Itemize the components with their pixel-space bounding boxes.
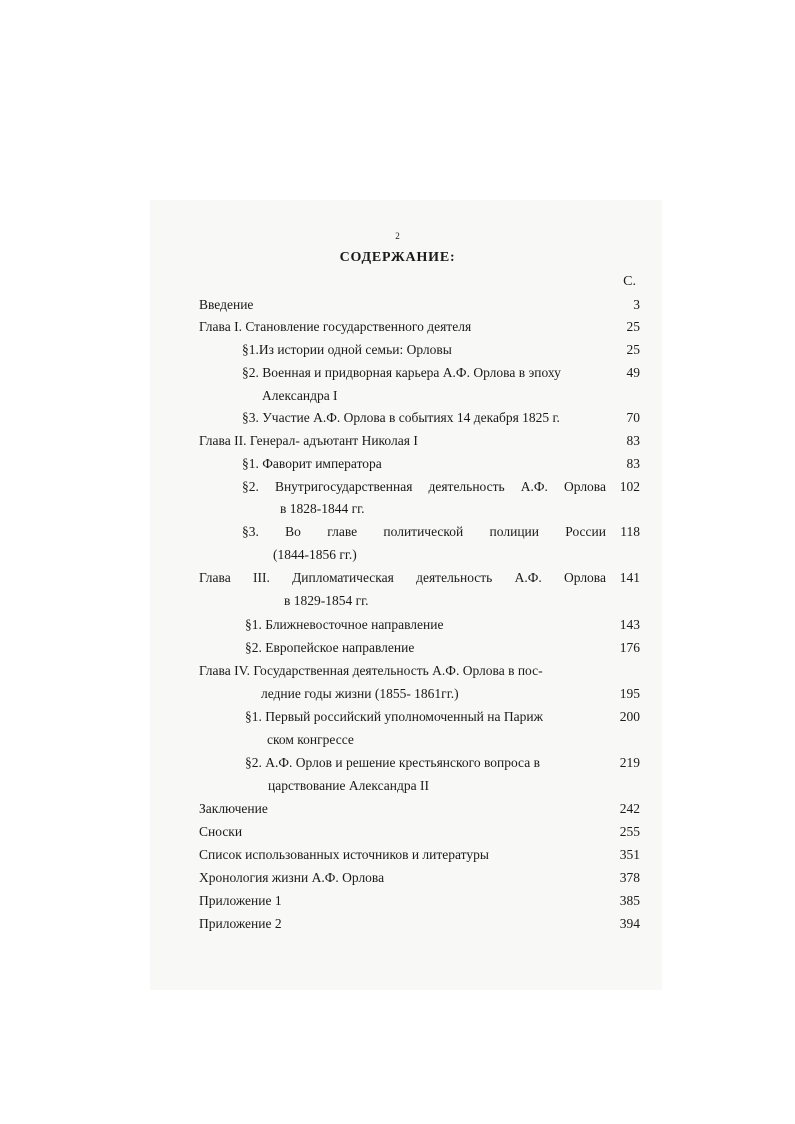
toc-page-2-3: 118 xyxy=(620,524,640,539)
toc-entry-conclusion: Заключение xyxy=(199,801,268,816)
toc-entry-2-3-cont: (1844-1856 гг.) xyxy=(273,547,357,562)
toc-entry-1-2-cont: Александра I xyxy=(262,388,338,403)
toc-page-footnotes: 255 xyxy=(619,824,640,839)
toc-entry-1-3: §3. Участие А.Ф. Орлова в событиях 14 декабря 1825 г. xyxy=(242,410,560,425)
toc-page-bibliography: 351 xyxy=(619,847,640,862)
toc-entry-footnotes: Сноски xyxy=(199,824,243,839)
toc-entry-2-2: §2. Внутригосударственная деятельность А.Ф. Орлова xyxy=(242,479,606,494)
toc-page-2-1: 83 xyxy=(626,456,640,471)
toc-page-appendix-2: 394 xyxy=(619,916,640,931)
page-column-label: С. xyxy=(623,274,636,289)
page-number: 2 xyxy=(395,231,400,241)
toc-entry-4-1-cont: ском конгрессе xyxy=(267,732,354,747)
toc-entry-chapter-4-cont: ледние годы жизни (1855- 1861гг.) xyxy=(261,686,459,701)
toc-entry-4-1: §1. Первый российский уполномоченный на Париж xyxy=(245,709,543,724)
toc-page-3-1: 143 xyxy=(619,617,640,632)
toc-entry-chapter-3: Глава III. Дипломатическая деятельность А.Ф. Орлова xyxy=(199,570,606,585)
toc-entry-chronology: Хронология жизни А.Ф. Орлова xyxy=(199,870,385,885)
toc-page-1-3: 70 xyxy=(626,410,640,425)
toc-entry-3-1: §1. Ближневосточное направление xyxy=(245,617,444,632)
toc-page-introduction: 3 xyxy=(633,297,640,312)
toc-page-chapter-1: 25 xyxy=(626,319,640,334)
toc-entry-4-2-cont: царствование Александра II xyxy=(268,778,429,793)
toc-entry-bibliography: Список использованных источников и литературы xyxy=(199,847,489,862)
toc-entry-chapter-4: Глава IV. Государственная деятельность А.Ф. Орлова в пос- xyxy=(199,663,543,678)
toc-page-4-1: 200 xyxy=(619,709,640,724)
toc-entry-appendix-2: Приложение 2 xyxy=(199,916,282,931)
toc-entry-introduction: Введение xyxy=(199,297,254,312)
toc-page-1-1: 25 xyxy=(626,342,640,357)
toc-entry-1-2: §2. Военная и придворная карьера А.Ф. Орлова в эпоху xyxy=(242,365,561,380)
toc-page-conclusion: 242 xyxy=(619,801,640,816)
toc-entry-chapter-2: Глава II. Генерал- адъютант Николая I xyxy=(199,433,418,448)
toc-entry-chapter-1: Глава I. Становление государственного деятеля xyxy=(199,319,472,334)
toc-page-appendix-1: 385 xyxy=(619,893,640,908)
toc-entry-2-1: §1. Фаворит императора xyxy=(242,456,382,471)
toc-page-4-2: 219 xyxy=(619,755,640,770)
toc-page-chapter-4: 195 xyxy=(619,686,640,701)
toc-entry-3-2: §2. Европейское направление xyxy=(245,640,415,655)
toc-page-2-2: 102 xyxy=(619,479,640,494)
toc-page-chronology: 378 xyxy=(619,870,640,885)
toc-entry-2-3: §3. Во главе политической полиции России xyxy=(242,524,606,539)
toc-entry-1-1: §1.Из истории одной семьи: Орловы xyxy=(242,342,452,357)
toc-entry-4-2: §2. А.Ф. Орлов и решение крестьянского вопроса в xyxy=(245,755,540,770)
toc-page-1-2: 49 xyxy=(626,365,640,380)
toc-entry-appendix-1: Приложение 1 xyxy=(199,893,282,908)
page-title: СОДЕРЖАНИЕ: xyxy=(339,250,456,265)
toc-entry-2-2-cont: в 1828-1844 гг. xyxy=(280,501,365,516)
toc-page-3-2: 176 xyxy=(619,640,640,655)
toc-page-chapter-2: 83 xyxy=(626,433,640,448)
toc-page-chapter-3: 141 xyxy=(619,570,640,585)
toc-entry-chapter-3-cont: в 1829-1854 гг. xyxy=(284,593,369,608)
